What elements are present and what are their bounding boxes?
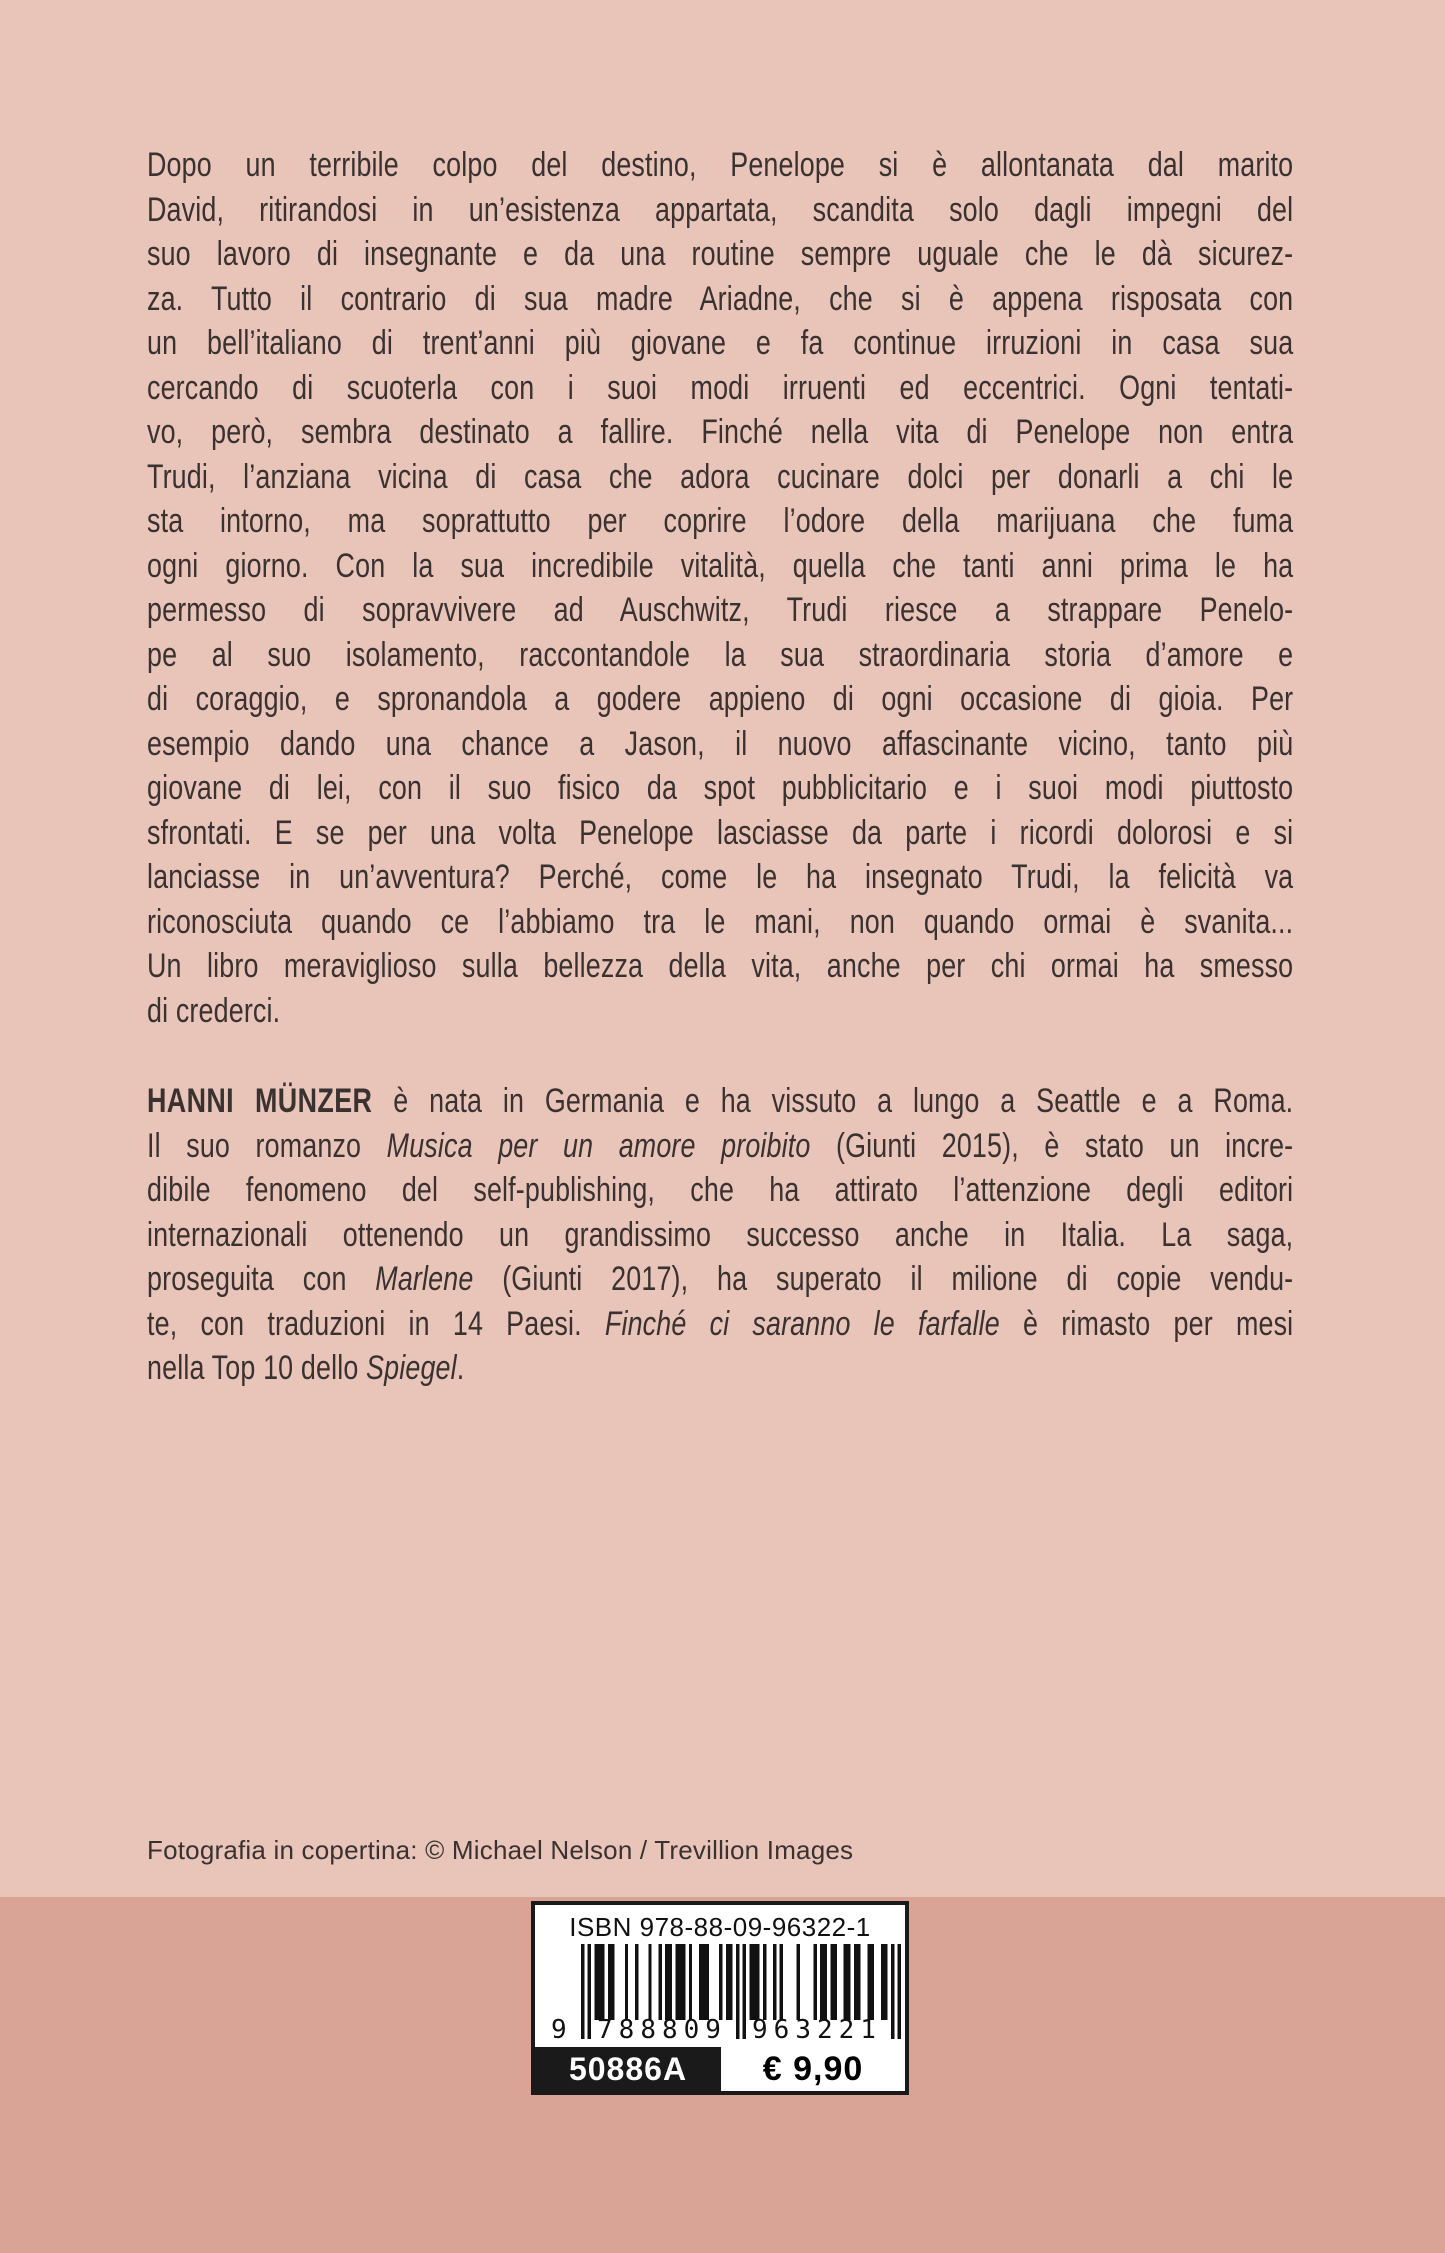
author-bio-line [147,1257,1293,1302]
synopsis-line: giovane di lei, con il suo fisico da spot pubblicitario e i suoi modi piuttosto [147,769,1294,807]
product-code-badge: 50886A [535,2047,721,2091]
isbn-label: ISBN 978-88-09-96322-1 [569,1912,871,1942]
bio-text-segment: Finché ci saranno le farfalle [604,1304,1000,1343]
bio-text-segment: Marlene [375,1260,474,1298]
synopsis-line: Trudi, l’anziana vicina di casa che adora cucinare dolci per donarli a chi le [147,457,1294,496]
bio-text-segment: nella Top 10 dello [147,1349,367,1387]
author-bio-line [147,1213,1293,1258]
photo-credit: Fotografia in copertina: © Michael Nelson / Trevillion Images [147,1835,854,1865]
author-bio-line [147,1079,1293,1124]
price-badge: € 9,90 [721,2047,905,2091]
synopsis-line: Un libro meraviglioso sulla bellezza della vita, anche per chi ormai ha smesso [147,947,1294,985]
bio-text-segment: è nata in Germania e ha vissuto a lungo a Seattle e a Roma. [393,1082,1294,1120]
synopsis-line: esempio dando una chance a Jason, il nuovo affascinante vicino, tanto più [147,724,1294,763]
synopsis-line: sta intorno, ma soprattutto per coprire l’odore della marijuana che fuma [147,502,1294,540]
author-bio-line [147,1124,1293,1169]
bio-text-segment: (Giunti 2017), ha superato il milione di copie vendu- [473,1260,1294,1298]
synopsis-line: un bell’italiano di trent’anni più giovane e fa continue irruzioni in casa sua [147,324,1294,362]
barcode-digit-group: 788809 [597,2015,727,2045]
synopsis-line: za. Tutto il contrario di sua madre Ariadne, che si è appena risposata con [147,279,1294,318]
synopsis-line: David, ritirandosi in un’esistenza appartata, scandita solo dagli impegni del [147,190,1294,229]
bio-text-segment: . [456,1349,465,1387]
synopsis-line: ogni giorno. Con la sua incredibile vitalità, quella che tanti anni prima le ha [147,546,1294,585]
barcode-panel [531,1901,909,2095]
barcode-footer-row [535,2047,905,2091]
synopsis-line: sfrontati. E se per una volta Penelope lasciasse da parte i ricordi dolorosi e si [147,813,1294,852]
author-name: HANNI MÜNZER [147,1082,394,1120]
synopsis-line: permesso di sopravvivere ad Auschwitz, Trudi riesce a strappare Penelo- [147,591,1294,629]
synopsis-line: suo lavoro di insegnante e da una routine sempre uguale che le dà sicurez- [147,235,1294,273]
ean-barcode [551,1944,901,2045]
bio-text-segment: dibile fenomeno del self-publishing, che ha attirato l’attenzione degli editori [147,1171,1294,1209]
bio-text-segment: Il suo romanzo [147,1126,387,1165]
bio-text-segment: te, con traduzioni in 14 Paesi. [147,1304,605,1343]
synopsis-line: vo, però, sembra destinato a fallire. Finché nella vita di Penelope non entra [147,413,1294,451]
bio-text-segment: Spiegel [366,1349,457,1387]
synopsis-line: cercando di scuoterla con i suoi modi irruenti ed eccentrici. Ogni tentati- [147,368,1294,407]
synopsis-line: riconosciuta quando ce l’abbiamo tra le mani, non quando ormai è svanita... [147,902,1294,941]
bio-text-segment: Musica per un amore proibito [386,1126,811,1165]
barcode-digit-group: 963221 [752,2015,882,2045]
bio-text-segment: internazionali ottenendo un grandissimo successo anche in Italia. La saga, [147,1215,1294,1254]
author-bio-line [147,1346,1293,1391]
author-bio-line [147,1168,1293,1213]
synopsis-line: di crederci. [147,991,281,1030]
bio-text-segment: (Giunti 2015), è stato un incre- [810,1126,1294,1165]
bio-text-segment: proseguita con [147,1260,376,1298]
author-bio-line [147,1302,1293,1347]
synopsis-line: pe al suo isolamento, raccontandole la sua straordinaria storia d’amore e [147,635,1294,674]
synopsis-line: lanciasse in un’avventura? Perché, come le ha insegnato Trudi, la felicità va [147,858,1294,896]
author-bio-paragraph [147,1079,1293,1391]
bio-text-segment: è rimasto per mesi [999,1304,1294,1343]
synopsis-paragraph [147,143,1293,1033]
synopsis-line: Dopo un terribile colpo del destino, Penelope si è allontanata dal marito [147,146,1294,184]
synopsis-line: di coraggio, e spronandola a godere appieno di ogni occasione di gioia. Per [147,680,1294,718]
barcode-digit-group: 9 [551,2015,567,2045]
